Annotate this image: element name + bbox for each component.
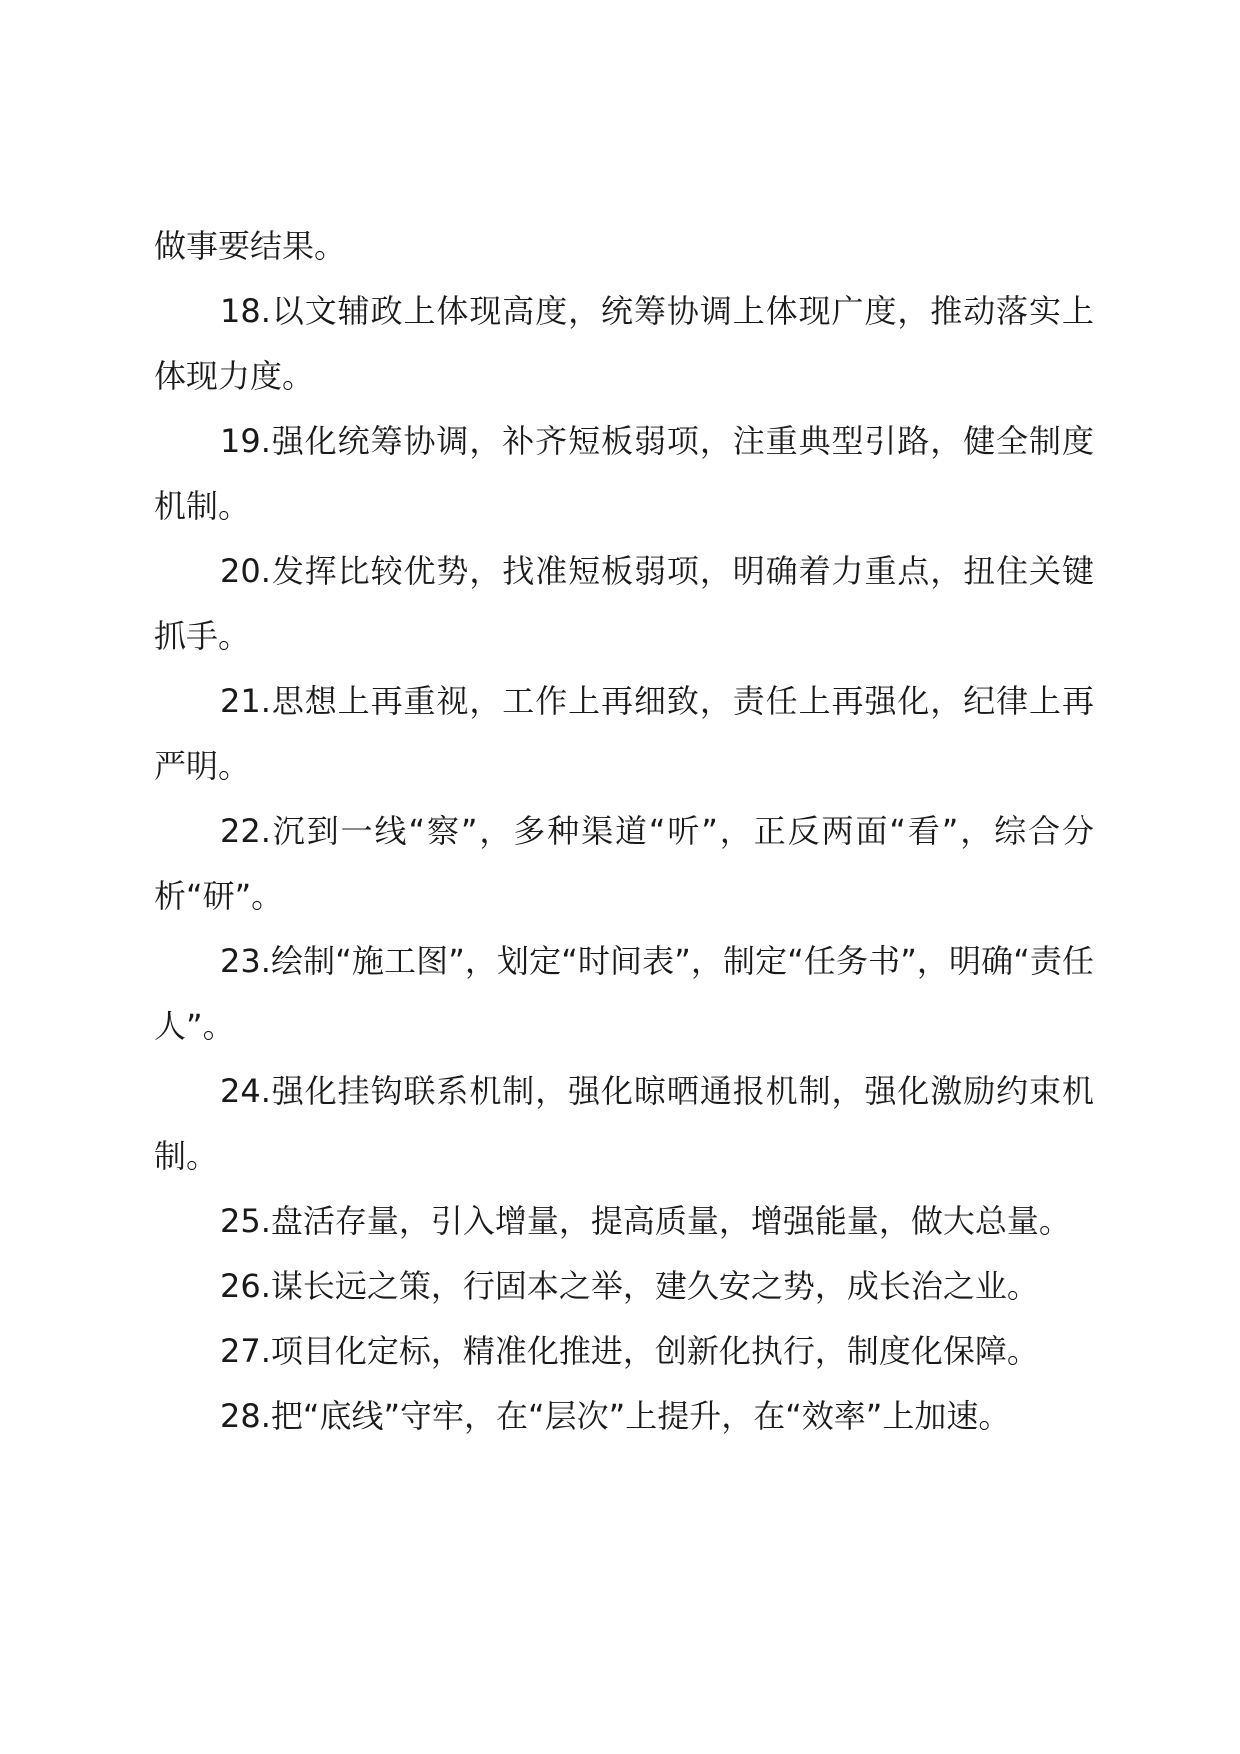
paragraph-item-24: 24.强化挂钩联系机制，强化晾晒通报机制，强化激励约束机制。 <box>154 1072 1094 1175</box>
paragraph-item-20: 20.发挥比较优势，找准短板弱项，明确着力重点，扭住关键抓手。 <box>154 552 1094 655</box>
paragraph-item-22: 22.沉到一线“察”，多种渠道“听”，正反两面“看”，综合分析“研”。 <box>154 812 1094 915</box>
paragraph-continuation: 做事要结果。 <box>154 227 347 265</box>
paragraph-item-26: 26.谋长远之策，行固本之举，建久安之势，成长治之业。 <box>220 1267 1039 1305</box>
paragraph-item-21: 21.思想上再重视，工作上再细致，责任上再强化，纪律上再严明。 <box>154 682 1094 785</box>
paragraph-item-25: 25.盘活存量，引入增量，提高质量，增强能量，做大总量。 <box>220 1202 1071 1240</box>
document-body <box>154 214 1094 1449</box>
paragraph-item-27: 27.项目化定标，精准化推进，创新化执行，制度化保障。 <box>220 1332 1039 1370</box>
paragraph-item-23: 23.绘制“施工图”，划定“时间表”，制定“任务书”，明确“责任人”。 <box>154 942 1094 1045</box>
paragraph-item-28: 28.把“底线”守牢，在“层次”上提升，在“效率”上加速。 <box>220 1397 1011 1435</box>
paragraph-item-19: 19.强化统筹协调，补齐短板弱项，注重典型引路，健全制度机制。 <box>154 422 1094 525</box>
paragraph-item-18: 18.以文辅政上体现高度，统筹协调上体现广度，推动落实上体现力度。 <box>154 292 1094 395</box>
